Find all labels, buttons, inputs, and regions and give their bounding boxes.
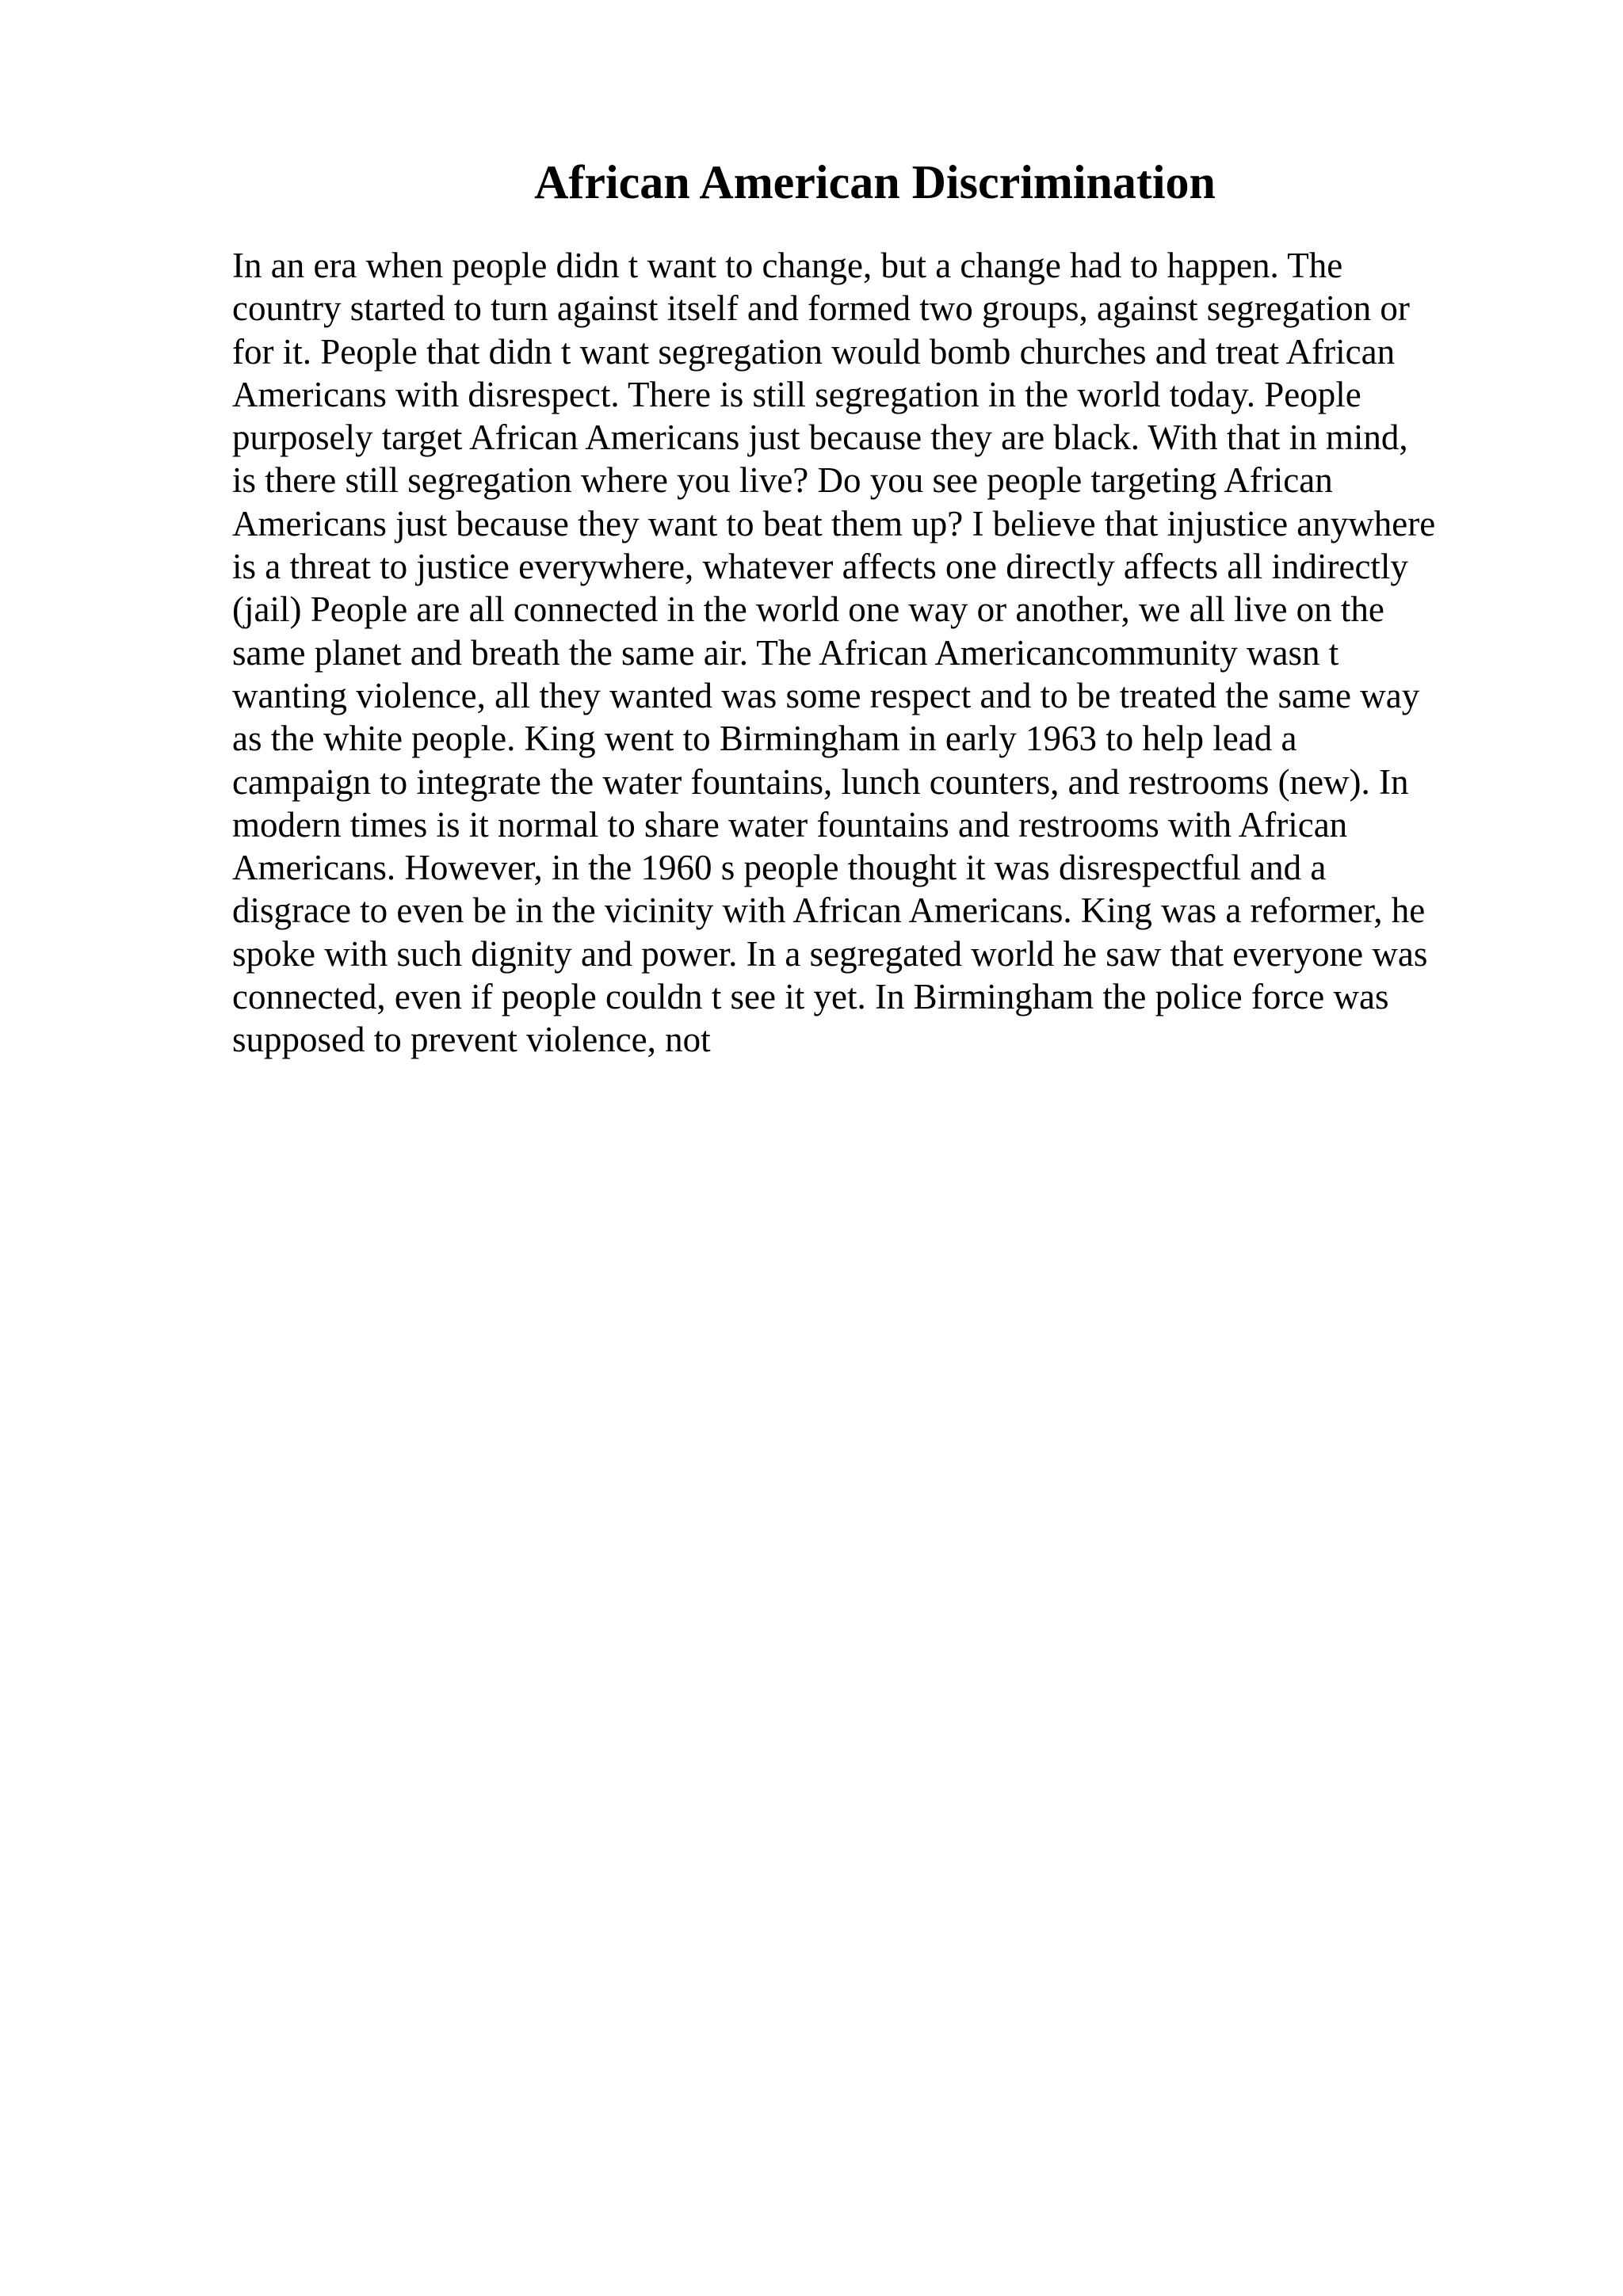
- text-line: Americans with disrespect. There is still segregation in the world today. People: [232, 374, 1361, 414]
- text-line: supposed to prevent violence, not: [232, 1020, 711, 1060]
- text-line: wanting violence, all they wanted was some respect and to be treated the same way: [232, 675, 1420, 715]
- text-line: Americans. However, in the 1960 s people thought it was disrespectful and a: [232, 848, 1327, 888]
- body-paragraph: [232, 244, 1508, 1062]
- text-line: In an era when people didn t want to change, but a change had to happen. The: [232, 246, 1343, 285]
- text-line: same planet and breath the same air. The African Americancommunity wasn t: [232, 632, 1339, 673]
- text-line: country started to turn against itself and formed two groups, against segregation or: [232, 288, 1410, 329]
- document-title: African American Discrimination: [534, 156, 1216, 208]
- text-line: is a threat to justice everywhere, whatever affects one directly affects all indirectly: [232, 547, 1408, 587]
- text-line: connected, even if people couldn t see it yet. In Birmingham the police force was: [232, 977, 1389, 1017]
- text-line: is there still segregation where you live? Do you see people targeting African: [232, 460, 1333, 501]
- text-line: spoke with such dignity and power. In a segregated world he saw that everyone was: [232, 933, 1428, 974]
- text-line: Americans just because they want to beat them up? I believe that injustice anywhere: [232, 503, 1436, 543]
- text-line: for it. People that didn t want segregation would bomb churches and treat African: [232, 331, 1396, 372]
- text-line: (jail) People are all connected in the world one way or another, we all live on the: [232, 589, 1384, 630]
- text-line: modern times is it normal to share water fountains and restrooms with African: [232, 804, 1348, 845]
- text-line: campaign to integrate the water fountains, lunch counters, and restrooms (new). In: [232, 761, 1409, 802]
- text-line: as the white people. King went to Birmingham in early 1963 to help lead a: [232, 719, 1297, 759]
- text-line: disgrace to even be in the vicinity with African Americans. King was a reformer, he: [232, 891, 1426, 931]
- text-line: purposely target African Americans just because they are black. With that in mind,: [232, 418, 1408, 458]
